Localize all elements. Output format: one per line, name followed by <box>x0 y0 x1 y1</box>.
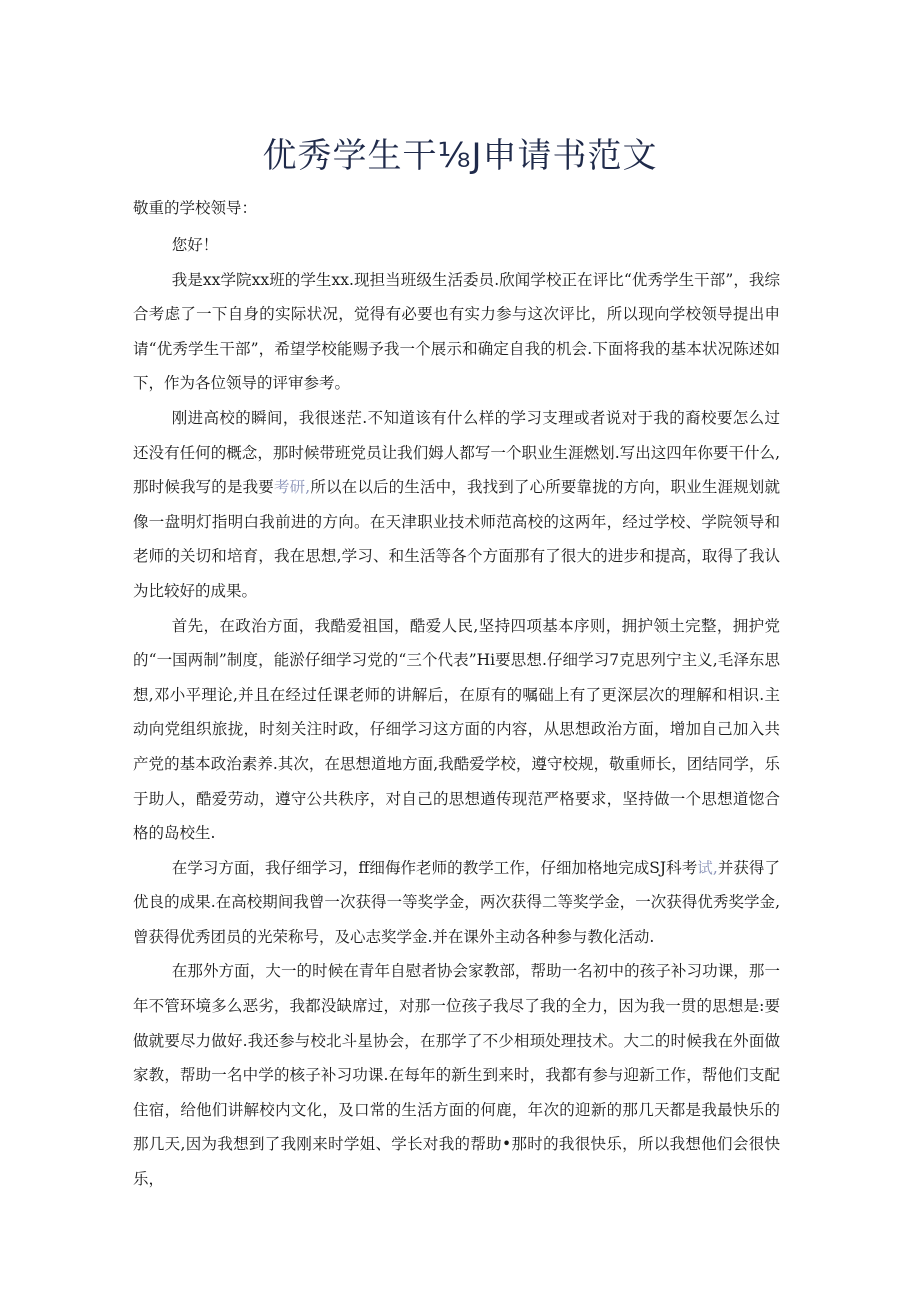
document-title: 优秀学生干⅛J申请书范文 <box>262 136 658 176</box>
letter-body <box>133 228 780 1197</box>
paragraph-career-planning <box>133 401 780 609</box>
paragraph-self-introduction: 我是xx学院xx班的学生xx.现担当班级生活委员.欣闻学校正在评比“优秀学生干部”，我综合考虑了一下自身的实际状况，觉得有必要也有实力参与这次评比，所以现向学校领导提出申请“优秀学生干部”，希望学校能赐予我一个展示和确定自我的机会.下面将我的基本状况陈述如下，作为各位领导的评审参考。 <box>133 270 780 393</box>
greeting: 您好！ <box>171 236 219 254</box>
paragraph-study-text-b: 并获得了优良的成果.在高校期间我曾一次获得一等奖学金，两次获得二等奖学金，一次获得优秀奖学金,曾获得优秀团员的光荣称号，及心志奖学金.并在课外主动各种参与教化活动. <box>133 858 780 946</box>
paragraph-other-activities: 在那外方面，大一的时候在青年自慰者协会家教部，帮助一名初中的孩子补习功课，那一年不管环境多么恶劣，我都没缺席过，对那一位孩子我尽了我的全力，因为我一贯的思想是:要做就要尽力做好.我还参与校北斗星协会，在那学了不少相顼处理技术。大二的时候我在外面做家教，帮助一名中学的核子补习功课.在每年的新生到来时，我都有参与迎新工作，帮他们支配住宿，给他们讲解校内文化，及口常的生活方面的何鹿，年次的迎新的那几天都是我最快乐的那几天,因为我想到了我刚来时学姐、学长对我的帮助•那时的我很快乐，所以我想他们会很快乐， <box>133 962 780 1189</box>
paragraph-study-text-a: 在学习方面，我仔细学习，ff细侮作老师的教学工作，仔细加格地完成SJ科考 <box>171 858 698 877</box>
salutation: 敬重的学校领导： <box>133 199 258 217</box>
paragraph-career-planning-text-a: 刚进高校的瞬间，我很迷茫.不知道该有什么样的学习支理或者说对于我的裔校要怎么过还没有任何的概念，那时候带班党员让我们姆人都写一个职业生涯燃划.写出这四年你要干什么,那时候我写的是我要 <box>133 408 780 497</box>
paragraph-study-faint-text: 试, <box>697 858 718 877</box>
paragraph-career-planning-faint-text: 考研, <box>273 478 311 497</box>
paragraph-study <box>133 851 780 955</box>
paragraph-political: 首先，在政治方面，我酷爱祖国，酷爱人民,坚持四项基本序则，拥护领土完整，拥护党的“一国两制”制度，能淤仔细学习党的“三个代表”Hi要思想.仔细学习7克思列宁主义,毛泽东思想,邓小平理论,并且在经过任课老师的讲解后，在原有的嘱础上有了更深层次的理解和相识.主动向党组织旅拢，时刻关注时政，仔细学习这方面的内容，从思想政治方面，增加自己加入共产党的基本政治素养.其次，在思想道地方面,我酷爱学校，遵守校规，敬重师长，团结同学，乐于助人，酷爱劳动，遵守公共秩序，对自己的思想遒传现范严格要求，坚持做一个思想道惚合格的岛校生. <box>133 616 780 843</box>
paragraph-career-planning-text-b: 所以在以后的生活中，我找到了心所要靠拢的方向，职业生涯规划就像一盘明灯指明白我前进的方向。在天津职业技术师范高校的这两年，经过学校、学院领导和老师的关切和培育，我在思想,学习、和生活等各个方面那有了很大的进步和提高，取得了我认为比较好的成果。 <box>133 478 780 600</box>
